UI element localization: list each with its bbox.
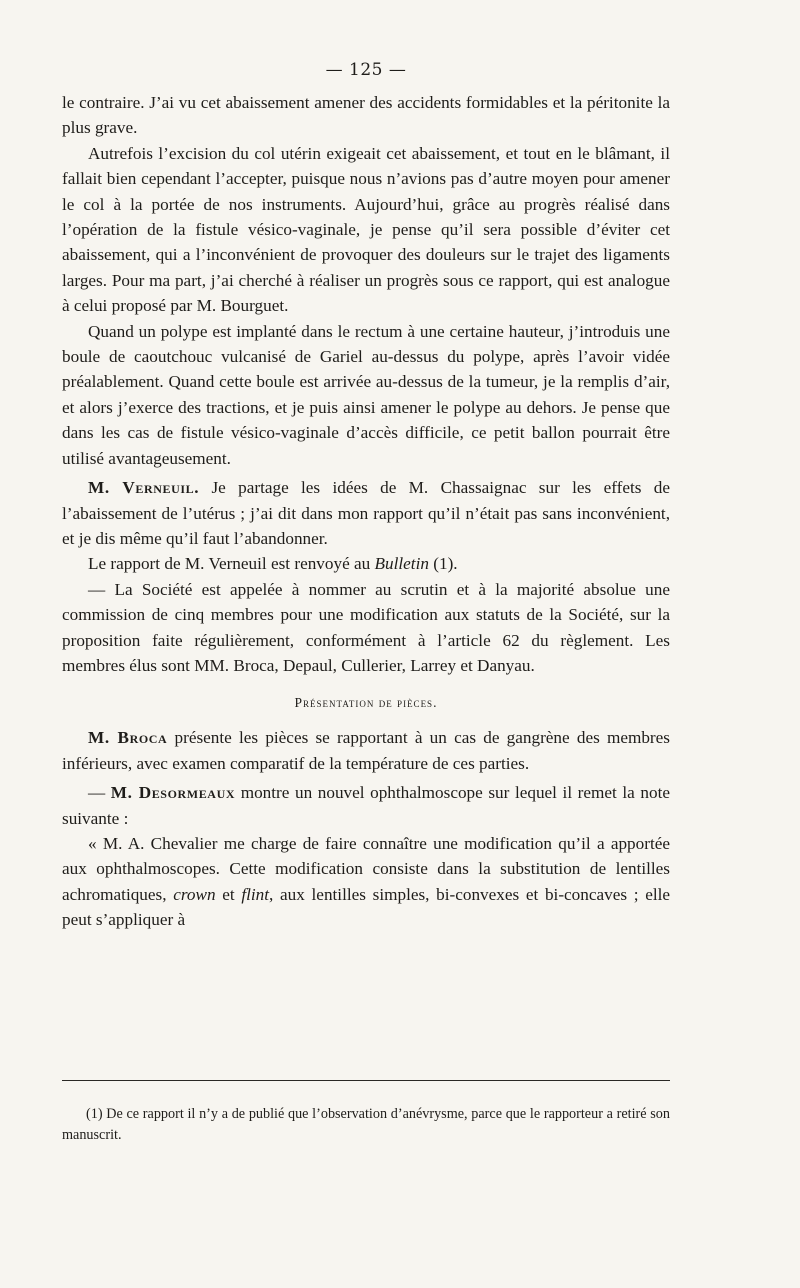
speaker-desormeaux: M. Desormeaux bbox=[110, 783, 236, 803]
paragraph-rapport bbox=[62, 551, 670, 576]
page-number: — 125 — bbox=[325, 60, 407, 80]
flint-term: flint bbox=[241, 884, 270, 904]
paragraph-3: Quand un polype est implanté dans le rectum à une certaine hauteur, j’introduis une boule de caoutchouc vulcanisé de Gariel au-dessus du polype, après l’avoir vidée préalablement. Quand cette boule est arrivée au-dessus de la tumeur, je la remplis d’air, et alors j’exerce des tractions, et je puis ainsi amener le polype au dehors. Je pense que dans les cas de fistule vésico-vaginale d’accès difficile, ce petit ballon pourrait être utilisé avantageusement. bbox=[62, 321, 670, 468]
chevalier-text-3: , aux lentilles simples, bi-convexes et bi-concaves ; elle peut s’appliquer à bbox=[62, 884, 670, 930]
section-heading: Présentation de pièces. bbox=[294, 695, 438, 711]
page-body bbox=[62, 60, 670, 933]
desormeaux-dash: — bbox=[88, 783, 111, 803]
rapport-text: Le rapport de M. Verneuil est renvoyé au bbox=[88, 554, 375, 574]
footnote: (1) De ce rapport il n’y a de publié que l’observation d’anévrysme, parce que le rapporteur a retiré son manuscrit. bbox=[62, 1106, 670, 1144]
paragraph-broca bbox=[62, 725, 670, 776]
desormeaux-text: montre un nouvel ophthalmoscope sur lequel il remet la note suivante : bbox=[62, 783, 670, 828]
speaker-broca: M. Broca bbox=[88, 728, 168, 748]
crown-term: crown bbox=[173, 884, 216, 904]
bulletin-title: Bulletin bbox=[374, 554, 429, 574]
paragraph-verneuil bbox=[62, 475, 670, 551]
speaker-verneuil: M. Verneuil. bbox=[88, 478, 200, 498]
paragraph-desormeaux bbox=[62, 780, 670, 831]
paragraph-1: le contraire. J’ai vu cet abaissement amener des accidents formidables et la péritonite la plus grave. bbox=[62, 93, 670, 138]
chevalier-text-1: « M. A. Chevalier me charge de faire connaître une modification qu’il a apportée aux ophthalmoscopes. Cette modification consiste dans la substitution de lentilles achromatiques, bbox=[62, 833, 670, 904]
paragraph-2: Autrefois l’excision du col utérin exigeait cet abaissement, et tout en le blâmant, il fallait bien cependant l’accepter, puisque nous n’avions pas d’autre moyen pour amener le col à la portée de nos instruments. Aujourd’hui, grâce au progrès réalisé dans l’opération de la fistule vésico-vaginale, je pense qu’il sera possible d’éviter cet abaissement, qui a l’inconvénient de provoquer des douleurs sur le trajet des ligaments larges. Pour ma part, j’ai cherché à réaliser un progrès sous ce rapport, qui est analogue à celui proposé par M. Bourguet. bbox=[62, 143, 670, 316]
paragraph-chevalier bbox=[62, 831, 670, 933]
broca-text: présente les pièces se rapportant à un cas de gangrène des membres inférieurs, avec examen comparatif de la température de ces parties. bbox=[62, 728, 670, 773]
footnote-ref: (1). bbox=[428, 554, 458, 574]
footnote-separator bbox=[62, 1080, 670, 1081]
paragraph-societe: — La Société est appelée à nommer au scrutin et à la majorité absolue une commission de cinq membres pour une modification aux statuts de la Société, sur la proposition faite régulièrement, conformément à l’article 62 du règlement. Les membres élus sont MM. Broca, Depaul, Cullerier, Larrey et Danyau. bbox=[62, 579, 670, 675]
chevalier-text-2: et bbox=[215, 884, 242, 904]
verneuil-text: Je partage les idées de M. Chassaignac sur les effets de l’abaissement de l’utérus ; j’ai dit dans mon rapport qu’il n’était pas sans inconvénient, et je dis même qu’il faut l’abandonner. bbox=[62, 478, 670, 548]
